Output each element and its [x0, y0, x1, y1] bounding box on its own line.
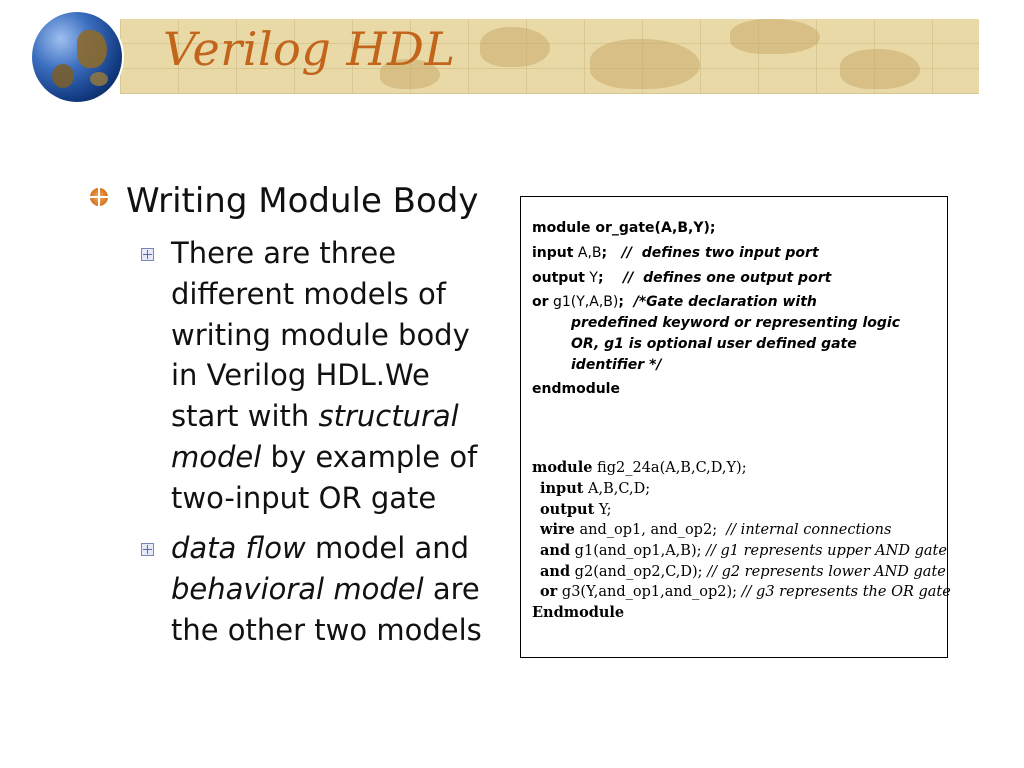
code-line: Endmodule: [532, 604, 625, 621]
slide-title: Verilog HDL: [163, 22, 456, 76]
level1-heading: Writing Module Body: [126, 181, 479, 221]
code-line: wire and_op1, and_op2; // internal connections: [540, 521, 892, 538]
code-comment-line: predefined keyword or representing logic: [571, 315, 900, 331]
map-land-shape: [590, 39, 700, 89]
code-line: output Y; // defines one output port: [532, 270, 832, 286]
code-line: and g2(and_op2,C,D); // g2 represents lower AND gate: [540, 563, 946, 580]
globe-icon: [32, 12, 122, 102]
bullet-structural-text: There are three different models of writing module body in Verilog HDL.We start with structural model by example of two-input OR gate: [171, 236, 478, 515]
code-line: output Y;: [540, 501, 612, 518]
code-line: and g1(and_op1,A,B); // g1 represents upper AND gate: [540, 542, 947, 559]
code-comment-line: OR, g1 is optional user defined gate: [571, 336, 857, 352]
map-land-shape: [480, 27, 550, 67]
code-line: or g1(Y,A,B); /*Gate declaration with: [532, 294, 817, 310]
code-line: module fig2_24a(A,B,C,D,Y);: [532, 459, 747, 476]
code-comment-line: identifier */: [571, 357, 662, 373]
code-line: endmodule: [532, 381, 620, 397]
code-line: or g3(Y,and_op1,and_op2); // g3 represents the OR gate: [540, 583, 951, 600]
code-line: module or_gate(A,B,Y);: [532, 220, 716, 236]
verilog-code-box: [520, 196, 951, 658]
code-line: input A,B,C,D;: [540, 480, 651, 497]
blue-square-bullet-icon: [141, 248, 154, 261]
map-land-shape: [730, 19, 820, 54]
bullet-other-models-text: data flow model and behavioral model are the other two models: [171, 531, 482, 647]
code-line: input A,B; // defines two input port: [532, 245, 819, 261]
orange-cross-bullet-icon: [90, 188, 108, 206]
blue-square-bullet-icon: [141, 543, 154, 556]
map-land-shape: [840, 49, 920, 89]
